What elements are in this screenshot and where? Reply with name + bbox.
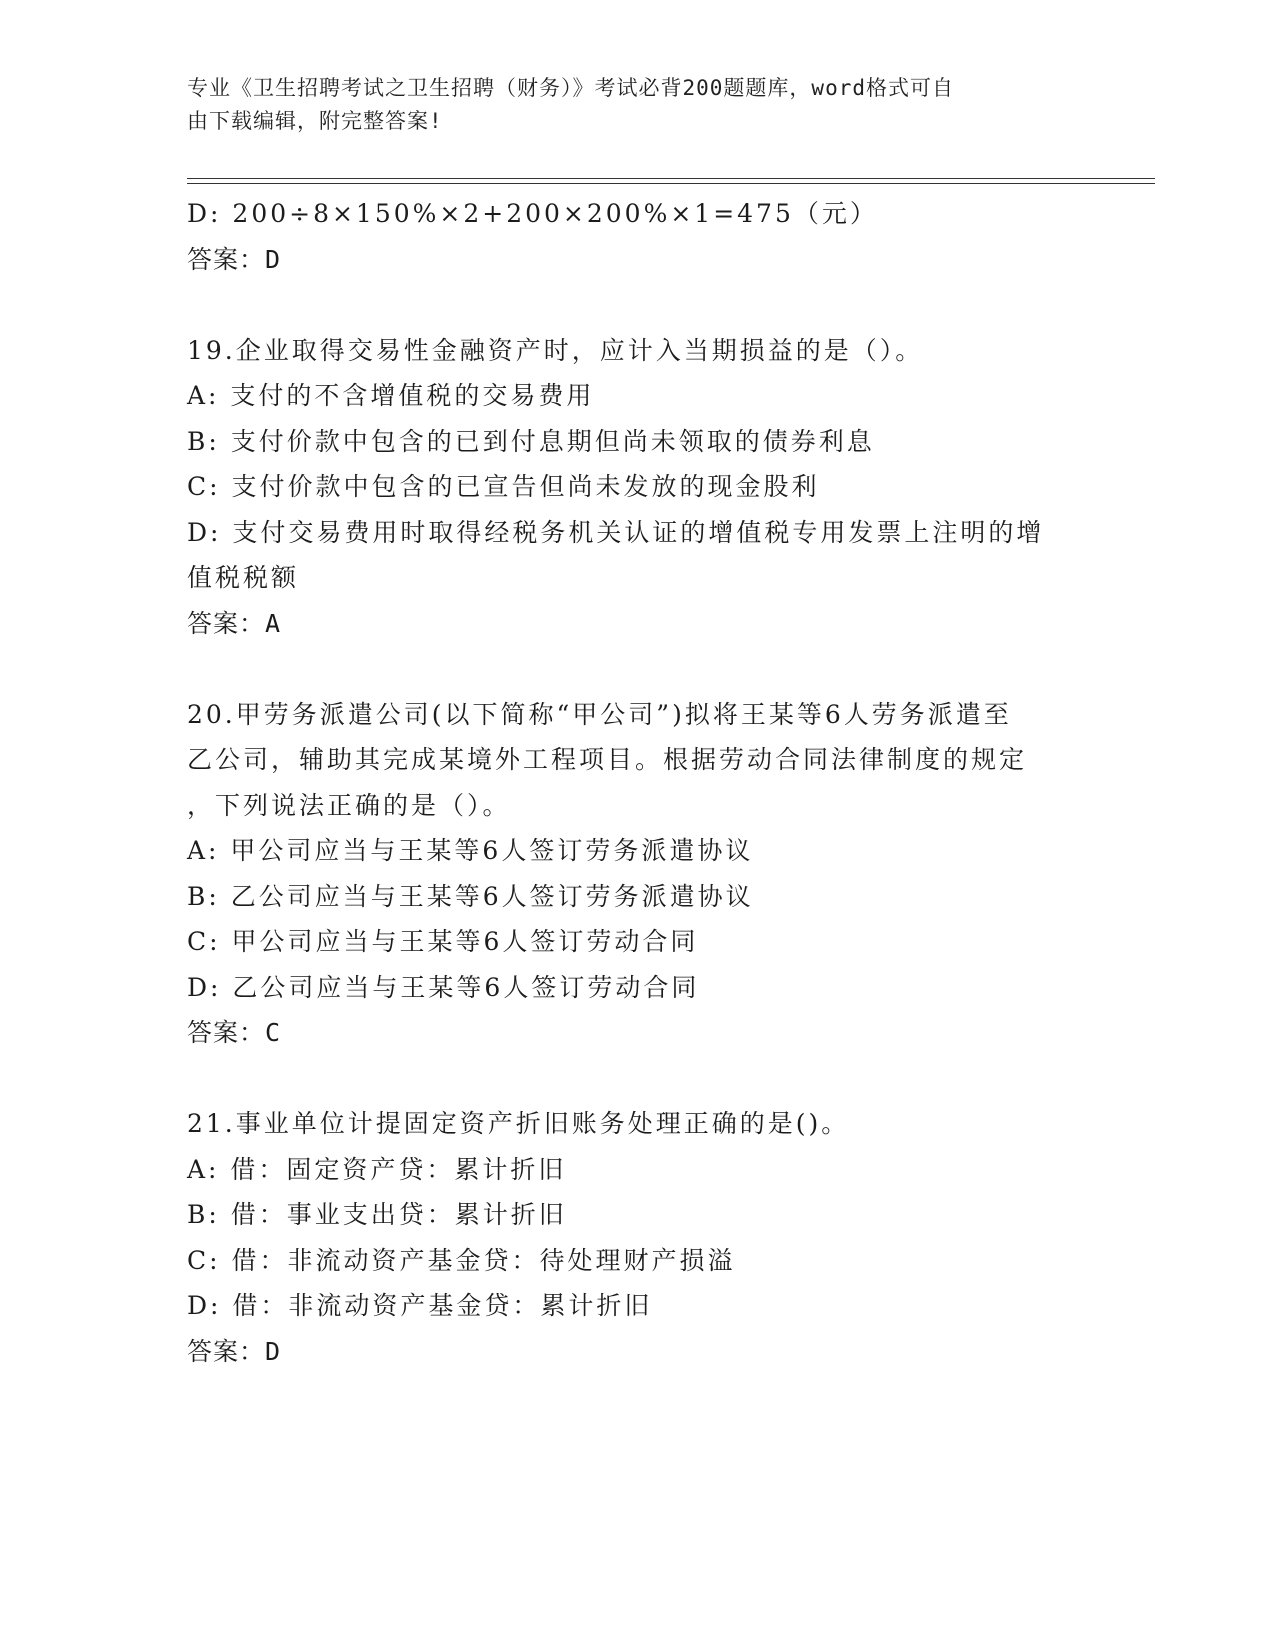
option-a: A: 借：固定资产贷：累计折旧 xyxy=(187,1154,567,1184)
previous-question-tail xyxy=(187,191,1087,282)
question-19 xyxy=(187,328,1087,647)
option-d: D: 200÷8×150%×2+200×200%×1=475（元） xyxy=(187,199,878,228)
header-divider-top xyxy=(187,178,1155,179)
question-text: 20.甲劳务派遣公司(以下简称“甲公司”)拟将王某等6人劳务派遣至 xyxy=(187,699,1012,729)
option-c: C: 甲公司应当与王某等6人签订劳动合同 xyxy=(187,927,699,956)
answer: 答案：D xyxy=(187,244,282,274)
question-text-continued: ，下列说法正确的是（）。 xyxy=(187,790,511,820)
page-header xyxy=(187,72,1087,138)
question-text: 21.事业单位计提固定资产折旧账务处理正确的是()。 xyxy=(187,1109,850,1138)
spacer xyxy=(187,282,1087,328)
spacer xyxy=(187,646,1087,692)
question-text: 19.企业取得交易性金融资产时，应计入当期损益的是（）。 xyxy=(187,335,924,365)
option-d-continued: 值税税额 xyxy=(187,563,300,592)
option-b: B: 乙公司应当与王某等6人签订劳务派遣协议 xyxy=(187,881,754,911)
option-d: D: 支付交易费用时取得经税务机关认证的增值税专用发票上注明的增 xyxy=(187,517,1045,547)
option-b: B: 支付价款中包含的已到付息期但尚未领取的债券利息 xyxy=(187,426,875,456)
option-c: C: 支付价款中包含的已宣告但尚未发放的现金股利 xyxy=(187,472,820,501)
header-line-1: 专业《卫生招聘考试之卫生招聘（财务）》考试必背200题题库，word格式可自 xyxy=(187,76,954,100)
option-d: D: 乙公司应当与王某等6人签订劳动合同 xyxy=(187,972,700,1002)
answer: 答案：D xyxy=(187,1336,282,1366)
header-line-2: 由下载编辑，附完整答案! xyxy=(187,109,443,133)
option-c: C: 借：非流动资产基金贷：待处理财产损溢 xyxy=(187,1245,736,1275)
option-a: A: 支付的不含增值税的交易费用 xyxy=(187,381,595,410)
answer: 答案：C xyxy=(187,1018,282,1047)
header-divider-bottom xyxy=(187,183,1155,184)
question-20 xyxy=(187,692,1087,1056)
question-21 xyxy=(187,1101,1087,1374)
option-a: A: 甲公司应当与王某等6人签订劳务派遣协议 xyxy=(187,836,754,865)
option-b: B: 借：事业支出贷：累计折旧 xyxy=(187,1200,567,1229)
question-text-continued: 乙公司，辅助其完成某境外工程项目。根据劳动合同法律制度的规定 xyxy=(187,745,1028,774)
document-body xyxy=(187,191,1087,1374)
answer: 答案：A xyxy=(187,608,282,638)
option-d: D: 借：非流动资产基金贷：累计折旧 xyxy=(187,1291,653,1320)
spacer xyxy=(187,1056,1087,1102)
